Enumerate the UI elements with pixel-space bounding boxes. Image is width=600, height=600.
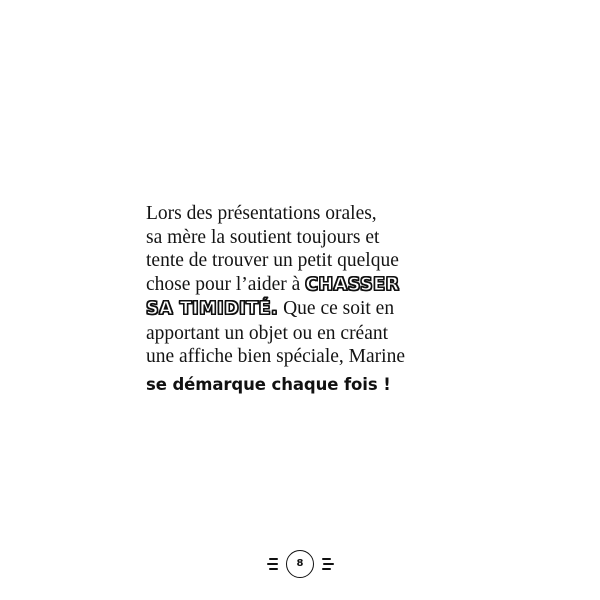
text-line-4: [146, 273, 436, 298]
text-line-2: sa mère la soutient toujours et: [146, 226, 380, 248]
page-folio: [0, 544, 600, 584]
text-line-7: une affiche bien spéciale, Marine: [146, 346, 405, 367]
text-line-1: Lors des présentations orales,: [146, 203, 377, 224]
folio-page-number: 8: [286, 550, 314, 578]
text-line-3: tente de trouver un petit quelque: [146, 250, 399, 271]
emphasis-outlined-word-2: SA TIMIDITÉ.: [146, 299, 279, 319]
paragraph: [146, 202, 436, 397]
text-line-5: [146, 297, 436, 322]
text-line-6: apportant un objet ou en créant: [146, 322, 389, 344]
folio-dashes-left-icon: [264, 558, 278, 569]
text-line-8: [146, 369, 436, 397]
text-line-4-run: chose pour l’aider à: [146, 273, 301, 295]
emphasis-bold-phrase: se démarque chaque fois !: [146, 374, 391, 394]
text-line-5-run: Que ce soit en: [283, 298, 395, 319]
emphasis-outlined-word-1: CHASSER: [305, 274, 400, 295]
page-text-block: [146, 202, 436, 397]
folio-dashes-right-icon: [322, 558, 336, 569]
